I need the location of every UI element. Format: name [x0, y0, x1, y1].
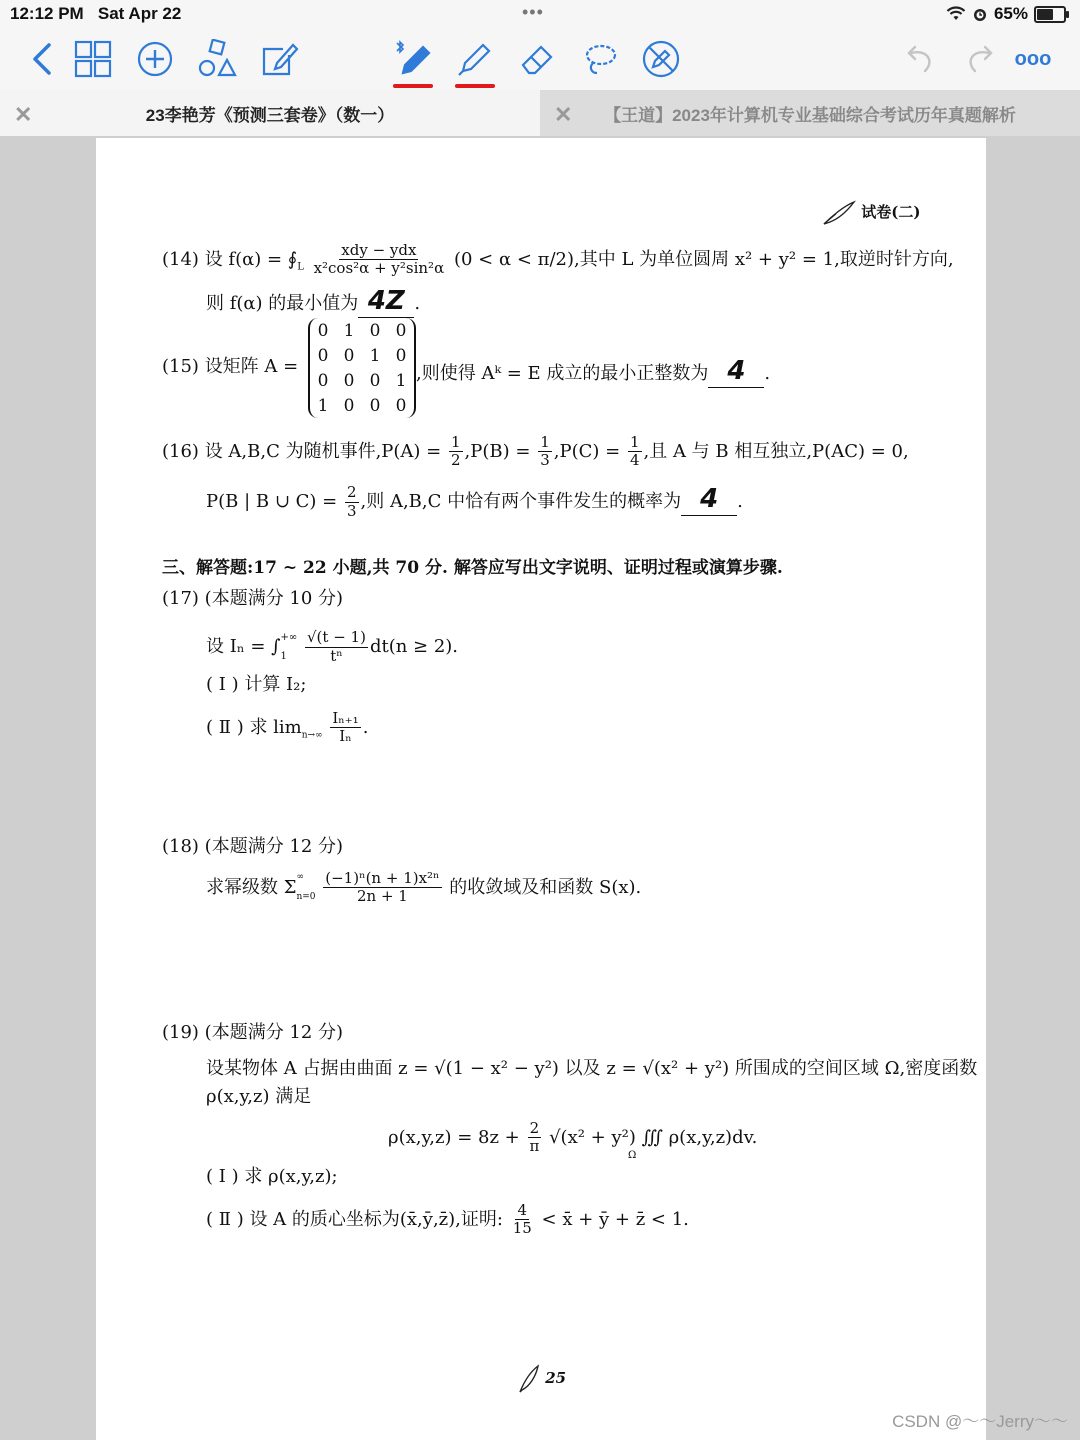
tab-title: 23李艳芳《预测三套卷》（数一）: [145, 105, 395, 125]
fraction: $\frac{\text{(−1)ⁿ(n + 1)x²ⁿ}}{2n + 1}$: [325, 869, 440, 906]
matrix-a: [308, 318, 416, 418]
redo-icon: [961, 39, 1001, 79]
tab-document-1[interactable]: [0, 90, 540, 136]
battery-fill: [1037, 9, 1053, 20]
question-17-integral: 设 Iₙ = ∫ +∞ 1 $\frac{√(t - 1)}{\text{tⁿ}}$ dt(n ≥ 2).: [206, 628, 459, 665]
close-tab-icon[interactable]: ✕: [554, 102, 573, 127]
question-15-text: ,则使得 Aᵏ = E 成立的最小正整数为 4 .: [416, 356, 770, 388]
fraction: $\frac{1}{3}$: [540, 433, 550, 470]
fraction: $\frac{2}{\pi}$: [529, 1119, 540, 1156]
question-19-equation: ρ(x,y,z) = 8z + $\frac{2}{\pi}$ √(x² + y²) ∭ ρ(x,y,z)dv.: [388, 1119, 758, 1156]
matrix-row: 1 0 0 0: [317, 395, 407, 416]
status-time-date: 12:12 PM Sat Apr 22: [10, 4, 182, 23]
disable-pen-icon: [641, 39, 681, 79]
shapes-button[interactable]: [194, 36, 240, 82]
watermark: CSDN @～～Jerry～～: [892, 1412, 1068, 1431]
question-17-title: (17) (本题满分 10 分): [162, 588, 344, 609]
highlighter-button[interactable]: [452, 36, 498, 82]
handwritten-answer: 4Z: [367, 286, 405, 316]
fraction: $\frac{1}{4}$: [629, 433, 640, 470]
tab-bar: [0, 90, 1080, 136]
feather-emblem-icon: [516, 1364, 540, 1394]
pen-tool-button[interactable]: [390, 36, 436, 82]
question-16-line-2: P(B | B ∪ C) = $\frac{2}{3}$ ,则 A,B,C 中恰有两个事件发生的概率为 4 .: [206, 483, 743, 520]
question-18-series: 求幂级数 Σ ∞ n=0 $\frac{\text{(−1)ⁿ(n + 1)x²ⁿ}}{2n + 1}$ 的收敛域及和函数 S(x).: [206, 869, 642, 906]
grid-icon: [73, 39, 113, 79]
question-15: (15) 设矩阵 A =: [162, 356, 299, 377]
question-17-part-2: ( Ⅱ ) 求 $\lim_{n\to\infty}$ $\frac{\text{Iₙ₊₁}}{\text{Iₙ}}$ .: [206, 709, 369, 746]
undo-icon: [899, 39, 939, 79]
section-heading: 三、解答题:17 ~ 22 小题,共 70 分. 解答应写出文字说明、证明过程或演算步骤.: [162, 558, 783, 578]
lasso-button[interactable]: [576, 36, 622, 82]
shapes-icon: [197, 39, 237, 79]
paper-header: 试卷(二): [822, 200, 920, 226]
fraction: $\frac{1}{2}$: [451, 433, 461, 470]
eraser-icon: [517, 39, 557, 79]
back-button[interactable]: [20, 36, 66, 82]
matrix-row: 0 0 0 1: [317, 370, 407, 391]
status-bar: [0, 0, 1080, 30]
question-16: (16) 设 A,B,C 为随机事件,P(A) = $\frac{1}{2}$ ,P(B) = $\frac{1}{3}$ ,P(C) = $\frac{1}{4}$ ,且 A 与 B 相互独立,P(AC) = 0,: [162, 433, 909, 470]
edit-button[interactable]: [256, 36, 302, 82]
more-button[interactable]: [1010, 36, 1056, 82]
handwritten-answer: 4: [700, 484, 719, 514]
alarm-icon: [972, 6, 988, 22]
toolbar: [0, 30, 1080, 90]
back-icon: [23, 39, 63, 79]
grid-view-button[interactable]: [70, 36, 116, 82]
fraction: $\frac{4}{15}$: [512, 1201, 532, 1238]
add-button[interactable]: [132, 36, 178, 82]
question-19-line-1: 设某物体 A 占据由曲面 z = √(1 − x² − y²) 以及 z = √(x² + y²) 所围成的空间区域 Ω,密度函数: [206, 1058, 978, 1079]
question-19-title: (19) (本题满分 12 分): [162, 1022, 344, 1043]
fraction: $\frac{\text{xdy − ydx}}{\text{x²cos²α + y²sin²α}}$: [313, 241, 445, 278]
document-page[interactable]: [96, 138, 986, 1440]
lasso-icon: [579, 39, 619, 79]
tab-title: 【王道】2023年计算机专业基础综合考试历年真题解析: [604, 105, 1016, 125]
question-14-line-2: 则 f(α) 的最小值为 4Z .: [206, 286, 420, 318]
question-17-part-1: ( Ⅰ ) 计算 I₂;: [206, 674, 307, 695]
multitask-dots-icon[interactable]: •••: [522, 2, 544, 22]
redo-button[interactable]: [958, 36, 1004, 82]
close-tab-icon[interactable]: ✕: [14, 102, 33, 127]
battery-percent: 65%: [993, 4, 1028, 23]
disable-pen-button[interactable]: [638, 36, 684, 82]
page-number: 25: [516, 1364, 566, 1394]
integral-domain: Ω: [628, 1150, 637, 1161]
feather-pen-icon: [822, 200, 856, 226]
fraction: $\frac{\text{Iₙ₊₁}}{\text{Iₙ}}$: [332, 709, 359, 746]
highlighter-icon: [455, 39, 495, 79]
more-icon: ooo: [1014, 47, 1052, 70]
status-right: [946, 4, 1066, 24]
pen-bluetooth-icon: [393, 39, 433, 79]
fraction: $\frac{2}{3}$: [346, 483, 357, 520]
wifi-icon: [946, 6, 966, 22]
fraction: $\frac{√(t - 1)}{\text{tⁿ}}$: [306, 628, 366, 665]
question-19-part-1: ( Ⅰ ) 求 ρ(x,y,z);: [206, 1166, 338, 1187]
question-14: (14) 设 $f(\alpha) = ∮_L$ $\frac{\text{xdy − ydx}}{\text{x²cos²α + y²sin²α}}$ (0 < α < π/2),其中 L 为单位圆周 x² + y² = 1,取逆时针方向,: [162, 241, 954, 278]
undo-button[interactable]: [896, 36, 942, 82]
question-18-title: (18) (本题满分 12 分): [162, 836, 344, 857]
handwritten-answer: 4: [727, 356, 746, 386]
edit-icon: [259, 39, 299, 79]
active-tool-underline: [455, 84, 495, 88]
question-19-line-2: ρ(x,y,z) 满足: [206, 1086, 312, 1107]
active-tool-underline: [393, 84, 433, 88]
matrix-row: 0 0 1 0: [317, 345, 407, 366]
question-19-part-2: ( Ⅱ ) 设 A 的质心坐标为(x̄,ȳ,z̄),证明: $\frac{4}{15}$ < x̄ + ȳ + z̄ < 1.: [206, 1201, 689, 1238]
matrix-row: 0 1 0 0: [317, 320, 407, 341]
eraser-button[interactable]: [514, 36, 560, 82]
tab-document-2[interactable]: [540, 90, 1080, 136]
battery-icon: [1034, 6, 1066, 23]
add-icon: [135, 39, 175, 79]
